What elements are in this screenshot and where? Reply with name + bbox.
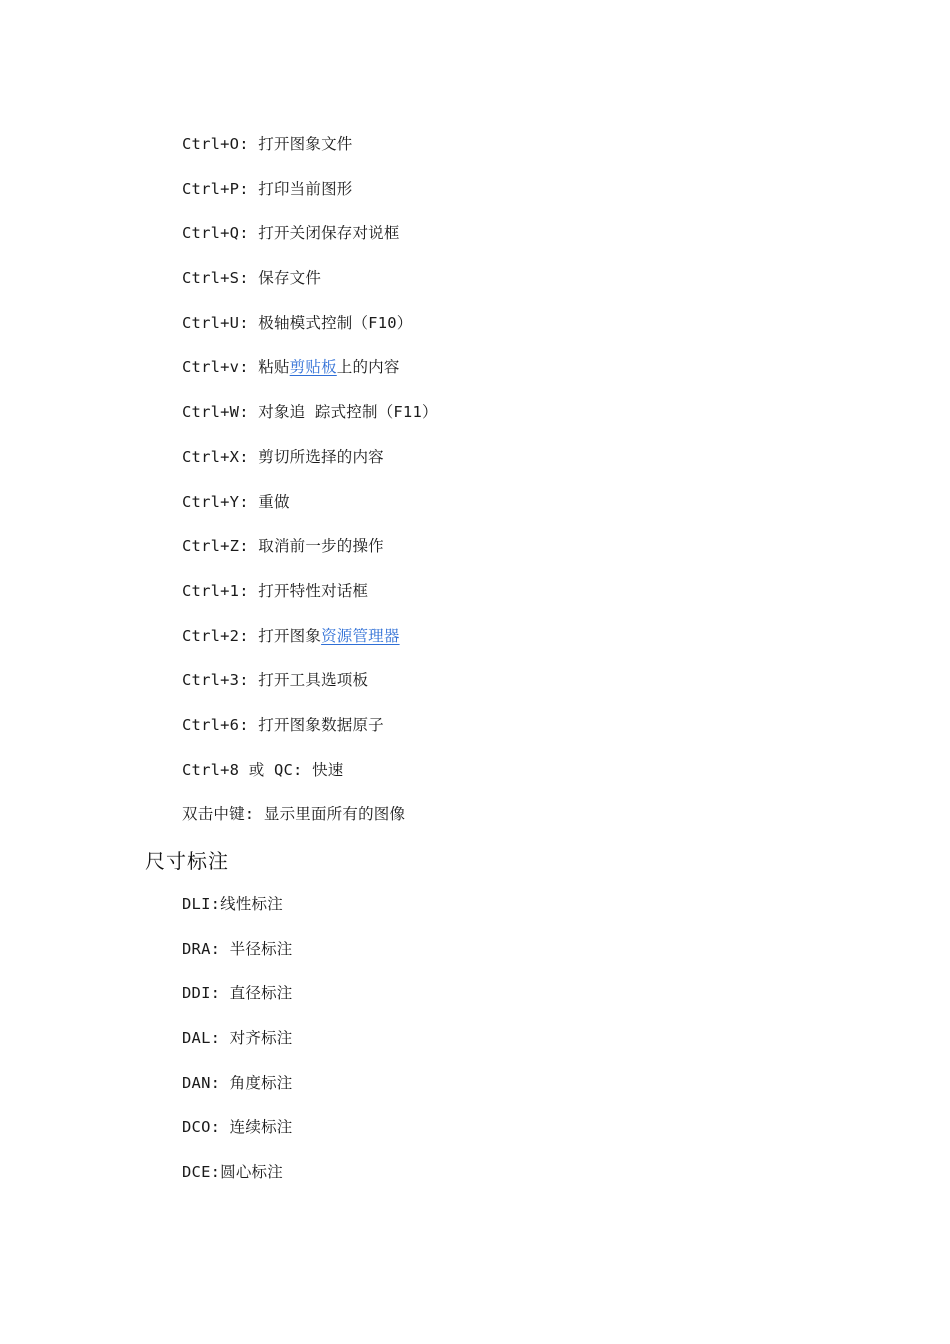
list-item — [182, 802, 438, 847]
shortcut-key: Ctrl+Z: — [182, 537, 249, 556]
shortcut-key: Ctrl+1: — [182, 581, 249, 600]
shortcut-desc: 打开关闭保存对说框 — [248, 224, 400, 243]
command-desc: 连续标注 — [220, 1118, 293, 1137]
shortcut-desc: 重做 — [248, 492, 290, 511]
list-item — [182, 311, 438, 356]
list-item — [182, 981, 292, 1026]
list-item — [182, 534, 438, 579]
list-item — [182, 1115, 292, 1160]
resource-manager-link[interactable]: 资源管理器 — [321, 626, 400, 645]
list-item — [182, 400, 438, 445]
command-desc: 直径标注 — [220, 984, 293, 1003]
shortcut-key: Ctrl+3: — [182, 671, 249, 690]
shortcut-desc: 显示里面所有的图像 — [254, 805, 406, 824]
shortcut-key: Ctrl+v: — [182, 358, 249, 377]
list-item — [182, 221, 438, 266]
shortcut-desc: 打开图象数据原子 — [248, 715, 384, 734]
list-item — [182, 1071, 292, 1116]
shortcut-desc: 对象追 踪式控制（F11） — [248, 403, 438, 422]
shortcut-list — [182, 132, 438, 847]
shortcut-key: Ctrl+Q: — [182, 224, 249, 243]
list-item — [182, 355, 438, 400]
shortcut-desc: 打开图象 — [248, 626, 322, 645]
shortcut-desc: 保存文件 — [248, 269, 322, 288]
command-key: DCO: — [182, 1118, 221, 1137]
shortcut-key: Ctrl+X: — [182, 447, 249, 466]
dimension-list — [182, 892, 292, 1205]
shortcut-key: Ctrl+O: — [182, 135, 249, 153]
shortcut-key: Ctrl+2: — [182, 626, 249, 645]
list-item — [182, 579, 438, 624]
command-desc: 半径标注 — [220, 939, 293, 958]
list-item — [182, 1026, 292, 1071]
shortcut-desc: 极轴模式控制（F10） — [248, 313, 413, 332]
list-item — [182, 758, 438, 803]
shortcut-desc: 取消前一步的操作 — [248, 537, 384, 556]
list-item — [182, 624, 438, 669]
command-key: DAL: — [182, 1029, 221, 1048]
list-item — [182, 892, 292, 937]
command-key: DAN: — [182, 1073, 221, 1092]
command-key: DDI: — [182, 984, 221, 1003]
list-item — [182, 445, 438, 490]
list-item — [182, 937, 292, 982]
list-item — [182, 266, 438, 311]
command-key: DCE: — [182, 1163, 221, 1182]
command-desc: 角度标注 — [220, 1073, 293, 1092]
shortcut-key: Ctrl+W: — [182, 403, 249, 422]
clipboard-link[interactable]: 剪贴板 — [289, 358, 337, 377]
shortcut-key: Ctrl+6: — [182, 715, 249, 734]
shortcut-desc: 打开图象文件 — [248, 135, 353, 153]
list-item — [182, 1160, 292, 1205]
shortcut-key: 双击中键: — [182, 805, 255, 824]
command-desc: 线性标注 — [220, 895, 283, 913]
command-key: DLI: — [182, 895, 221, 913]
shortcut-key: Ctrl+Y: — [182, 492, 249, 511]
shortcut-desc: 打印当前图形 — [248, 179, 353, 198]
list-item — [182, 713, 438, 758]
shortcut-desc: 粘贴 — [248, 358, 290, 377]
section-heading: 尺寸标注 — [145, 849, 229, 873]
shortcut-desc-tail: 上的内容 — [336, 358, 400, 377]
command-desc: 对齐标注 — [220, 1029, 293, 1048]
shortcut-desc: 打开特性对话框 — [248, 581, 369, 600]
shortcut-desc: 剪切所选择的内容 — [248, 447, 384, 466]
command-key: DRA: — [182, 939, 221, 958]
list-item — [182, 177, 438, 222]
shortcut-desc: 快速 — [302, 760, 344, 779]
list-item — [182, 668, 438, 713]
shortcut-key: Ctrl+U: — [182, 313, 249, 332]
command-desc: 圆心标注 — [220, 1163, 283, 1182]
shortcut-key: Ctrl+S: — [182, 269, 249, 288]
list-item — [182, 132, 438, 177]
shortcut-key: Ctrl+8 或 QC: — [182, 760, 303, 779]
shortcut-desc: 打开工具选项板 — [248, 671, 369, 690]
shortcut-key: Ctrl+P: — [182, 179, 249, 198]
list-item — [182, 490, 438, 535]
